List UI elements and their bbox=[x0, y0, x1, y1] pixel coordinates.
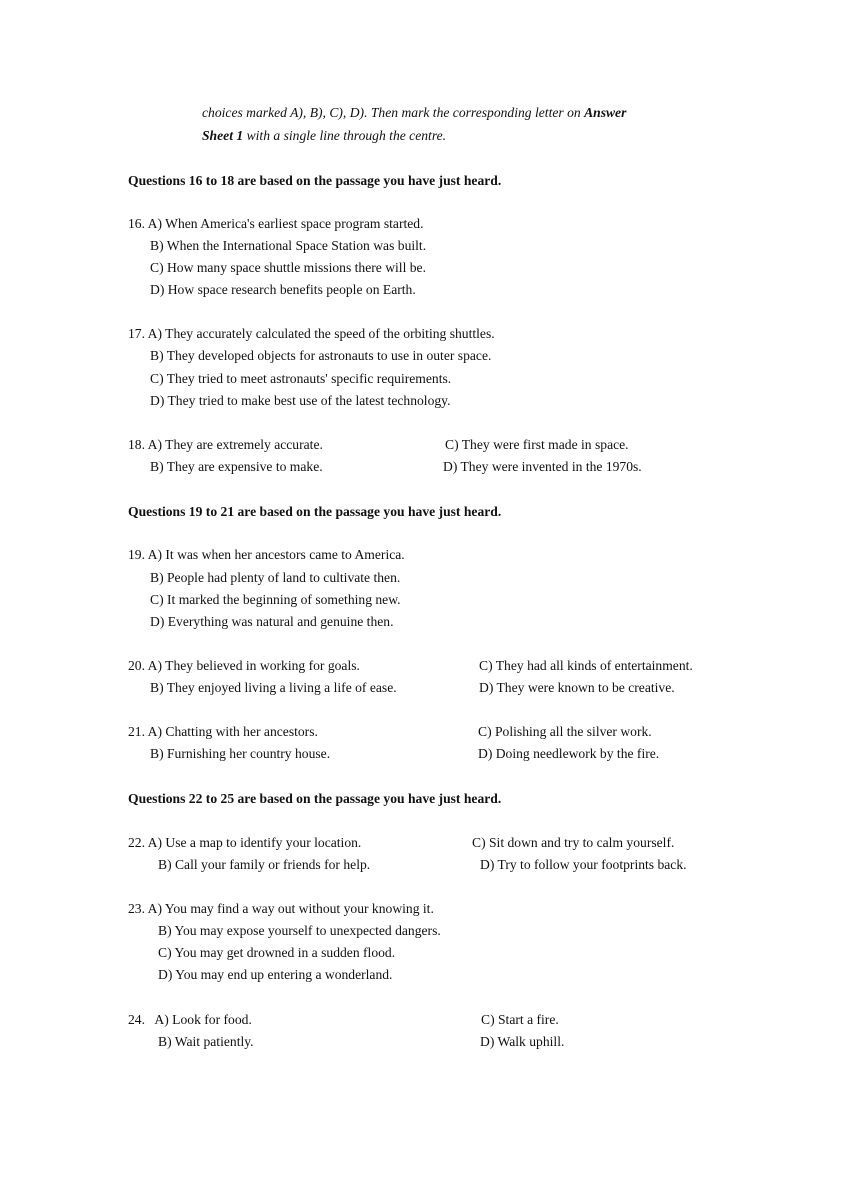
question-18-option-d: D) They were invented in the 1970s. bbox=[443, 459, 642, 474]
question-24-option-c: C) Start a fire. bbox=[481, 1012, 559, 1027]
question-18-option-c: C) They were first made in space. bbox=[445, 437, 629, 452]
question-21-option-a: 21. A) Chatting with her ancestors. bbox=[128, 724, 318, 739]
question-22-option-b: B) Call your family or friends for help. bbox=[158, 857, 371, 872]
question-17-option-b: B) They developed objects for astronauts to use in outer space. bbox=[150, 348, 492, 363]
question-23-option-d: D) You may end up entering a wonderland. bbox=[158, 967, 393, 982]
question-21-option-c: C) Polishing all the silver work. bbox=[478, 724, 652, 739]
question-23-option-c: C) You may get drowned in a sudden flood. bbox=[158, 945, 396, 960]
question-24-option-b: B) Wait patiently. bbox=[158, 1034, 254, 1049]
question-22-option-d: D) Try to follow your footprints back. bbox=[480, 857, 687, 872]
question-19-option-c: C) It marked the beginning of something new. bbox=[150, 592, 401, 607]
question-16-option-a: 16. A) When America's earliest space program started. bbox=[128, 216, 424, 231]
sheet-label: Sheet 1 bbox=[202, 128, 244, 143]
question-20-option-a: 20. A) They believed in working for goals. bbox=[128, 658, 360, 673]
question-24-option-d: D) Walk uphill. bbox=[480, 1034, 565, 1049]
section-heading: Questions 16 to 18 are based on the passage you have just heard. bbox=[128, 173, 502, 188]
section-heading: Questions 22 to 25 are based on the passage you have just heard. bbox=[128, 791, 502, 806]
question-19-option-d: D) Everything was natural and genuine then. bbox=[150, 614, 394, 629]
question-16-option-d: D) How space research benefits people on Earth. bbox=[150, 282, 416, 297]
question-16-option-b: B) When the International Space Station was built. bbox=[150, 238, 427, 253]
question-21-option-d: D) Doing needlework by the fire. bbox=[478, 746, 660, 761]
question-19-option-a: 19. A) It was when her ancestors came to America. bbox=[128, 547, 405, 562]
question-22-option-a: 22. A) Use a map to identify your location. bbox=[128, 835, 362, 850]
question-20-option-b: B) They enjoyed living a living a life of ease. bbox=[150, 680, 397, 695]
question-17-option-c: C) They tried to meet astronauts' specific requirements. bbox=[150, 371, 452, 386]
question-23-option-a: 23. A) You may find a way out without your knowing it. bbox=[128, 901, 434, 916]
instructions-text: with a single line through the centre. bbox=[243, 128, 447, 143]
instructions-line-2 bbox=[202, 124, 722, 147]
question-18-option-a: 18. A) They are extremely accurate. bbox=[128, 437, 323, 452]
question-20-option-c: C) They had all kinds of entertainment. bbox=[479, 658, 693, 673]
question-17-option-d: D) They tried to make best use of the latest technology. bbox=[150, 393, 451, 408]
instructions-line-1 bbox=[202, 101, 722, 124]
instructions bbox=[202, 101, 722, 147]
question-23-option-b: B) You may expose yourself to unexpected dangers. bbox=[158, 923, 441, 938]
question-24-option-a: 24. A) Look for food. bbox=[128, 1012, 252, 1027]
question-18-option-b: B) They are expensive to make. bbox=[150, 459, 323, 474]
question-16-option-c: C) How many space shuttle missions there will be. bbox=[150, 260, 426, 275]
question-22-option-c: C) Sit down and try to calm yourself. bbox=[472, 835, 675, 850]
section-heading: Questions 19 to 21 are based on the passage you have just heard. bbox=[128, 504, 502, 519]
question-20-option-d: D) They were known to be creative. bbox=[479, 680, 675, 695]
instructions-text: choices marked A), B), C), D). Then mark the corresponding letter on bbox=[202, 105, 585, 120]
question-19-option-b: B) People had plenty of land to cultivate then. bbox=[150, 570, 401, 585]
answer-label: Answer bbox=[584, 105, 627, 120]
question-17-option-a: 17. A) They accurately calculated the speed of the orbiting shuttles. bbox=[128, 326, 495, 341]
question-21-option-b: B) Furnishing her country house. bbox=[150, 746, 331, 761]
